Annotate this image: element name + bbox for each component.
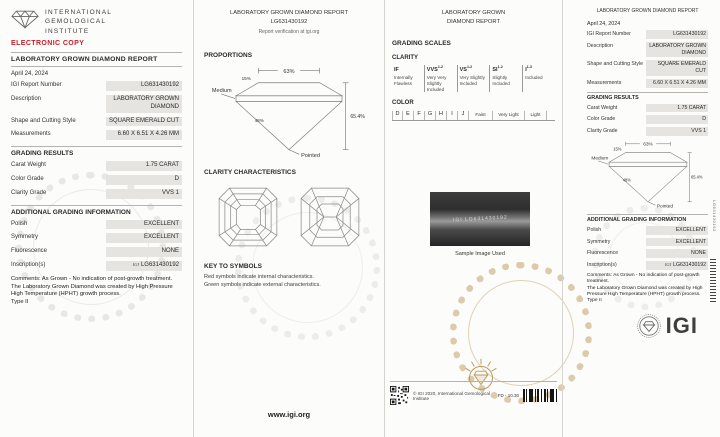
field-value: VVS 1 — [106, 189, 182, 199]
color-scale-letter: F — [414, 111, 425, 120]
additional-info-header: ADDITIONAL GRADING INFORMATION — [11, 205, 182, 216]
igi-logo — [11, 8, 182, 36]
clarity-grade-code: VVS$^{1-2}$ — [426, 65, 444, 74]
color-scale-letter: J — [458, 111, 469, 120]
fluorescence-row — [587, 249, 708, 258]
depth-pct-label: 65.4% — [690, 174, 703, 180]
clarity-grade-desc: Internally Flawless — [394, 75, 413, 86]
key-external-note: Green symbols indicate external characteristics. — [204, 281, 321, 288]
comments-line: The Laboratory Grown Diamond was created by High Pressure High Temperature (HPHT) growth process. — [587, 285, 703, 297]
comments-line: Type II — [587, 298, 602, 304]
shape-row — [11, 117, 182, 127]
clarity-scale-column — [489, 65, 522, 92]
color-scale-group: Light — [525, 111, 547, 120]
comments-line: Comments: As Grown - No indication of post-growth treatment. — [11, 275, 173, 282]
electronic-copy-label: ELECTRONIC COPY — [11, 40, 85, 48]
clarity-grade-row — [587, 127, 708, 136]
clarity-grade-desc: Very Slightly Included — [459, 75, 485, 86]
color-grade-row — [11, 175, 182, 185]
field-label: Inscription(s) — [587, 262, 617, 268]
girdle-label: Medium — [590, 156, 608, 162]
field-label: Clarity Grade — [11, 189, 47, 196]
edge-microtext: LG631430192 — [712, 200, 717, 232]
carat-row — [587, 104, 708, 113]
logo-line: INTERNATIONAL — [45, 9, 113, 16]
clarity-characteristics-section — [194, 169, 384, 250]
igi-logo-text: IGI — [665, 312, 698, 338]
girdle-label: Medium — [211, 87, 232, 94]
depth-pct-label: 65.4% — [350, 113, 365, 120]
inscription-row — [587, 261, 708, 270]
carat-row — [11, 161, 182, 171]
key-to-symbols-section — [194, 263, 384, 290]
barcode — [523, 389, 557, 402]
key-internal-note: Red symbols indicate internal characteristics. — [204, 273, 315, 280]
field-value: EXCELLENT — [106, 220, 182, 230]
measurements-row — [587, 79, 708, 88]
proportions-section — [194, 52, 384, 161]
field-label: Carat Weight — [11, 162, 46, 169]
clarity-grade-code: IF — [394, 67, 399, 74]
grading-results-header: GRADING RESULTS — [11, 146, 182, 157]
field-value: LABORATORY GROWN DIAMOND — [646, 42, 708, 58]
grading-scales-panel — [385, 0, 562, 437]
field-label: Inscription(s) — [11, 262, 46, 269]
igi-emblem-icon — [636, 313, 662, 339]
panel3-header — [385, 0, 562, 26]
table-pct-label: 63% — [642, 142, 653, 148]
panel2-report-number: LG631430192 — [270, 19, 308, 26]
field-value: EXCELLENT — [106, 233, 182, 243]
field-label: Carat Weight — [587, 104, 618, 111]
symmetry-row — [11, 233, 182, 243]
fluorescence-row — [11, 247, 182, 257]
color-scale-letter: H — [436, 111, 447, 120]
summary-report-panel — [563, 0, 720, 437]
report-number-row — [587, 30, 708, 39]
additional-info-header: ADDITIONAL GRADING INFORMATION — [587, 214, 708, 223]
field-value: LG631430192 — [106, 81, 182, 91]
culet-label: Pointed — [301, 152, 320, 159]
inscription-number: LG631430192 — [140, 262, 179, 269]
proportions-panel — [194, 0, 384, 437]
report-date: April 24, 2024 — [587, 21, 621, 27]
clarity-scale-column — [424, 65, 457, 92]
proportions-diagram — [210, 64, 368, 161]
field-label: Clarity Grade — [587, 128, 618, 134]
crown-view-diagram — [215, 184, 281, 250]
clarity-grade-code: VS$^{1-2}$ — [459, 65, 473, 74]
qr-code — [390, 386, 409, 405]
clarity-scale-column — [522, 65, 555, 92]
clarity-characteristics-title: CLARITY CHARACTERISTICS — [204, 168, 296, 176]
pavilion-pct-label: 48% — [622, 177, 631, 183]
field-value: SQUARE EMERALD CUT — [646, 60, 708, 76]
table-pct-label: 63% — [283, 68, 295, 75]
comments-line: Comments: As Grown - No indication of post-growth treatment. — [587, 272, 700, 285]
field-label: Description — [11, 96, 42, 103]
sample-inscription-photo — [430, 192, 530, 246]
clarity-grade-desc: Slightly Included — [492, 75, 510, 86]
logo-line: GEMOLOGICAL — [45, 18, 107, 26]
field-label: Measurements — [11, 131, 51, 138]
pavilion-pct-label: 48% — [254, 117, 264, 123]
field-value: LABORATORY GROWN DIAMOND — [106, 95, 182, 113]
field-value: 6.60 X 6.51 X 4.26 MM — [646, 79, 708, 88]
grading-scales-title: GRADING SCALES — [392, 40, 451, 48]
field-value: 1.75 CARAT — [646, 104, 708, 113]
field-value — [646, 261, 708, 270]
crown-pct-label: 15% — [241, 75, 251, 81]
clarity-grade-code: $I^{1-3}$ — [525, 65, 532, 74]
main-report-panel — [0, 0, 193, 437]
form-code: FD - 10.30 — [497, 393, 519, 398]
color-grade-row — [587, 115, 708, 124]
inscription-row — [11, 261, 182, 271]
igi-inscription-mark: IGI — [664, 262, 672, 267]
logo-wordmark — [45, 8, 112, 36]
panel4-title: LABORATORY GROWN DIAMOND REPORT — [596, 8, 699, 14]
culet-label: Pointed — [656, 204, 673, 210]
field-label: Description — [587, 42, 613, 49]
clarity-scale-title: CLARITY — [392, 55, 418, 62]
polish-row — [11, 220, 182, 230]
field-label: Fluorescence — [11, 248, 48, 255]
polish-row — [587, 226, 708, 235]
clarity-scale — [392, 65, 555, 92]
comments-block — [11, 276, 182, 307]
field-value: D — [646, 115, 708, 124]
field-value: LG631430192 — [646, 30, 708, 39]
symmetry-row — [587, 238, 708, 247]
inscription-number: LG631430192 — [673, 262, 706, 268]
color-scale-letter: E — [403, 111, 414, 120]
field-value: VVS 1 — [646, 127, 708, 136]
igi-website-text: www.igi.org — [267, 410, 311, 419]
pavilion-view-diagram — [297, 184, 363, 250]
field-value: 6.60 X 6.51 X 4.26 MM — [106, 130, 182, 140]
proportions-title: PROPORTIONS — [204, 51, 253, 59]
field-value: EXCELLENT — [646, 226, 708, 235]
clarity-grade-desc: Very Very Slightly Included — [426, 75, 447, 92]
color-scale-letter: I — [447, 111, 458, 120]
field-label: Color Grade — [587, 116, 616, 123]
field-label: IGI Report Number — [11, 82, 62, 89]
field-label: Shape and Cutting Style — [587, 61, 643, 68]
description-row — [587, 42, 708, 58]
color-scale-group: Faint — [469, 111, 493, 120]
grading-results-header: GRADING RESULTS — [587, 92, 708, 101]
color-scale-title: COLOR — [392, 100, 414, 107]
color-scale — [392, 111, 555, 121]
copyright-text: © IGI 2020, International Gemological Institute — [413, 390, 490, 401]
logo-line: INSTITUTE — [45, 27, 90, 35]
field-label: Polish — [587, 226, 602, 233]
laser-inscription-text: IGI LG631430192 — [452, 214, 508, 224]
field-value: D — [106, 175, 182, 185]
measurements-row — [11, 130, 182, 140]
field-label: IGI Report Number — [587, 31, 631, 37]
panel3-title-line: DIAMOND REPORT — [446, 18, 501, 25]
field-label: Color Grade — [11, 176, 44, 183]
key-to-symbols-title: KEY TO SYMBOLS — [204, 262, 262, 270]
field-label: Symmetry — [11, 234, 38, 241]
field-value: 1.75 CARAT — [106, 161, 182, 171]
clarity-grade-code: SI$^{1-2}$ — [492, 65, 503, 74]
shape-row — [587, 60, 708, 76]
field-value: SQUARE EMERALD CUT — [106, 117, 182, 127]
clarity-scale-column — [392, 65, 424, 92]
color-scale-letter: D — [392, 111, 403, 120]
comments-line: The Laboratory Grown Diamond was created by High Pressure High Temperature (HPHT) growth process. — [11, 283, 173, 298]
comments-line: Type II — [11, 299, 29, 306]
field-label: Fluorescence — [587, 250, 619, 257]
description-row — [11, 95, 182, 113]
report-date: April 24, 2024 — [11, 71, 49, 78]
report-title: LABORATORY GROWN DIAMOND REPORT — [11, 52, 182, 67]
grading-scales-section — [385, 40, 562, 121]
field-value: NONE — [646, 249, 708, 258]
sample-caption: Sample Image Used — [455, 251, 505, 257]
panel2-header — [194, 0, 384, 36]
panel2-title: LABORATORY GROWN DIAMOND REPORT — [230, 10, 348, 16]
panel3-title-line: LABORATORY GROWN — [441, 10, 506, 16]
field-label: Polish — [11, 220, 28, 227]
field-label: Symmetry — [587, 238, 611, 245]
field-label: Shape and Cutting Style — [11, 117, 76, 124]
field-value: EXCELLENT — [646, 238, 708, 247]
field-label: Measurements — [587, 79, 622, 86]
comments-block — [587, 273, 708, 305]
igi-footer-logo — [587, 313, 708, 339]
color-scale-group: Very Light — [493, 111, 525, 120]
clarity-grade-desc: Included — [525, 75, 543, 81]
panel2-verify-note: Report verification at igi.org — [258, 28, 320, 35]
clarity-plot-diagrams — [194, 184, 384, 250]
crown-pct-label: 15% — [612, 146, 621, 152]
field-value: NONE — [106, 247, 182, 257]
field-value — [106, 261, 182, 271]
color-scale-letter: G — [425, 111, 436, 120]
report-number-row — [11, 81, 182, 91]
panel3-footer — [390, 381, 557, 405]
diamond-logo-icon — [11, 8, 39, 30]
clarity-scale-column — [457, 65, 490, 92]
key-to-symbols-notes — [194, 273, 384, 290]
edge-barcode — [710, 258, 716, 302]
igi-inscription-mark: IGI — [132, 262, 139, 268]
proportions-diagram-small — [590, 139, 706, 210]
clarity-grade-row — [11, 189, 182, 199]
